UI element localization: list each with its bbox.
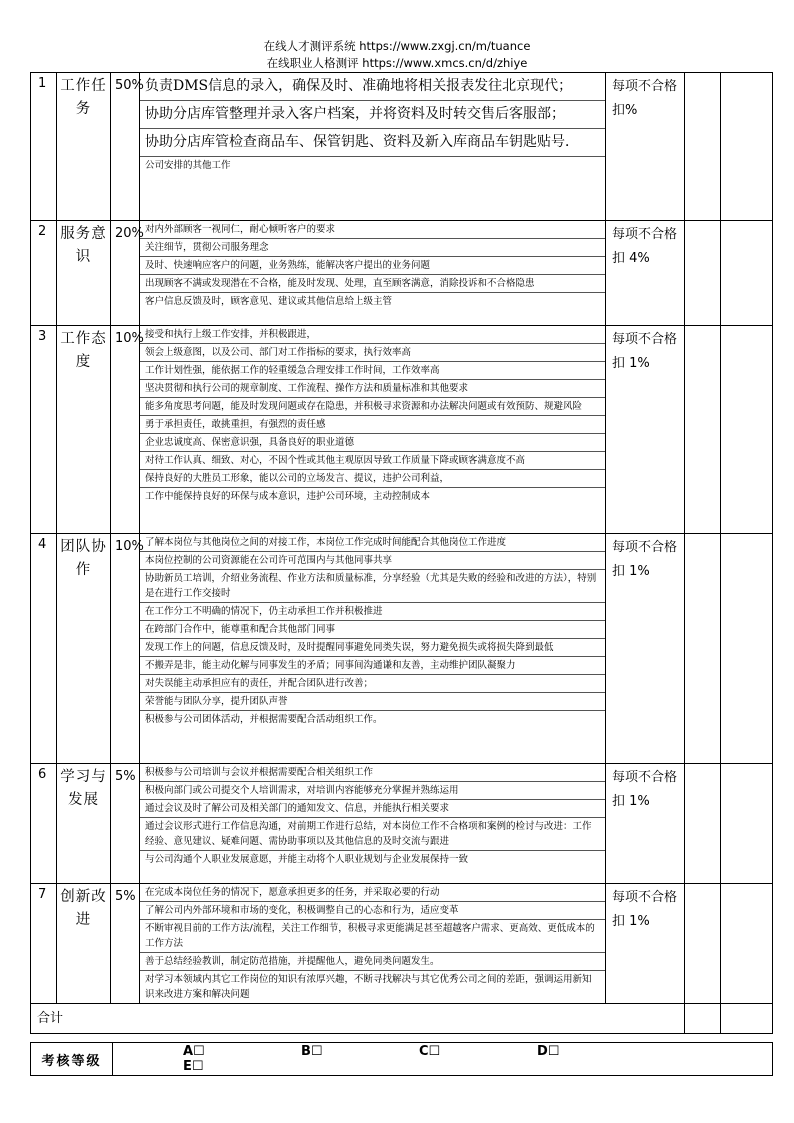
grade-option-checkbox[interactable]: B☐ bbox=[301, 1044, 323, 1059]
criteria-items bbox=[140, 221, 606, 326]
criteria-item: 发现工作上的问题，信息反馈及时，及时提醒同事避免同类失误，努力避免损失或将损失降到最低 bbox=[140, 639, 605, 657]
criteria-weight: 20% bbox=[111, 221, 140, 326]
criteria-item: 在跨部门合作中，能尊重和配合其他部门同事 bbox=[140, 621, 605, 639]
criteria-item: 能多角度思考问题，能及时发现问题或存在隐患，并积极寻求资源和办法解决问题或有效预防、规避风险 bbox=[140, 398, 605, 416]
criteria-item: 对学习本领域内其它工作岗位的知识有浓厚兴趣，不断寻找解决与其它优秀公司之间的差距，强调运用新知识来改进方案和解决问题 bbox=[145, 974, 592, 1000]
criteria-row bbox=[31, 73, 773, 221]
total-label: 合计 bbox=[31, 1004, 685, 1034]
criteria-item: 不搬弄是非，能主动化解与同事发生的矛盾；同事间沟通谦和友善，主动维护团队凝聚力 bbox=[140, 657, 605, 675]
criteria-row bbox=[31, 764, 773, 884]
criteria-items bbox=[140, 884, 606, 1004]
remark-cell[interactable] bbox=[721, 326, 773, 534]
criteria-items bbox=[140, 73, 606, 221]
total-remark-cell[interactable] bbox=[721, 1004, 773, 1034]
deduction-rule: 每项不合格扣 1% bbox=[606, 884, 685, 1004]
criteria-item: 积极参与公司培训与会议并根据需要配合相关组织工作 bbox=[140, 764, 605, 782]
row-number: 7 bbox=[31, 884, 57, 1004]
criteria-name: 服务意识 bbox=[57, 221, 111, 326]
criteria-row bbox=[31, 326, 773, 534]
criteria-item: 对失误能主动承担应有的责任，并配合团队进行改善； bbox=[140, 675, 605, 693]
row-number: 3 bbox=[31, 326, 57, 534]
criteria-weight: 5% bbox=[111, 764, 140, 884]
criteria-item: 工作中能保持良好的环保与成本意识，违护公司环境，主动控制成本 bbox=[145, 491, 431, 502]
criteria-items bbox=[140, 534, 606, 764]
deduction-rule: 每项不合格扣 1% bbox=[606, 534, 685, 764]
header-line-2: 在线职业人格测评 https://www.xmcs.cn/d/zhiye bbox=[266, 56, 528, 70]
remark-cell[interactable] bbox=[721, 221, 773, 326]
criteria-row bbox=[31, 884, 773, 1004]
criteria-row bbox=[31, 534, 773, 764]
criteria-item: 企业忠诚度高、保密意识强，具备良好的职业道德 bbox=[140, 434, 605, 452]
criteria-items bbox=[140, 326, 606, 534]
criteria-item: 领会上级意图，以及公司、部门对工作指标的要求，执行效率高 bbox=[140, 344, 605, 362]
criteria-item: 客户信息反馈及时，顾客意见、建议或其他信息给上级主管 bbox=[145, 296, 393, 307]
criteria-item: 及时、快速响应客户的问题，业务熟练，能解决客户提出的业务问题 bbox=[140, 257, 605, 275]
criteria-item: 协助分店库管检查商品车、保管钥匙、资料及新入库商品车钥匙贴号． bbox=[140, 129, 605, 157]
total-score-cell[interactable] bbox=[685, 1004, 721, 1034]
criteria-item: 坚决贯彻和执行公司的规章制度、工作流程、操作方法和质量标准和其他要求 bbox=[140, 380, 605, 398]
deduction-rule: 每项不合格扣 4% bbox=[606, 221, 685, 326]
grade-label: 考核等级 bbox=[31, 1043, 113, 1076]
criteria-item: 关注细节，贯彻公司服务理念 bbox=[140, 239, 605, 257]
criteria-item: 了解公司内外部环境和市场的变化，积极调整自己的心态和行为，适应变革 bbox=[140, 902, 605, 920]
criteria-item: 在完成本岗位任务的情况下，愿意承担更多的任务，并采取必要的行动 bbox=[140, 884, 605, 902]
criteria-item: 出现顾客不满或发现潜在不合格，能及时发现、处理，直至顾客满意，消除投诉和不合格隐患 bbox=[140, 275, 605, 293]
criteria-weight: 5% bbox=[111, 884, 140, 1004]
criteria-item: 荣誉能与团队分享，提升团队声誉 bbox=[140, 693, 605, 711]
score-cell bbox=[685, 534, 721, 764]
criteria-item: 不断审视目前的工作方法/流程，关注工作细节，积极寻求更能满足甚至超越客户需求、更高效、更低成本的工作方法 bbox=[140, 920, 605, 953]
grade-option-checkbox[interactable]: C☐ bbox=[419, 1044, 441, 1059]
grade-option-checkbox[interactable]: E☐ bbox=[183, 1059, 204, 1074]
criteria-item: 善于总结经验教训，制定防范措施，并提醒他人，避免同类问题发生。 bbox=[140, 953, 605, 971]
remark-cell[interactable] bbox=[721, 534, 773, 764]
total-row bbox=[31, 1004, 773, 1034]
score-cell bbox=[685, 884, 721, 1004]
criteria-item: 通过会议形式进行工作信息沟通，对前期工作进行总结，对本岗位工作不合格项和案例的检讨与改进：工作经验、意见建议、疑难问题、需协助事项以及其他信息的及时交流与跟进 bbox=[140, 818, 605, 851]
row-number: 1 bbox=[31, 73, 57, 221]
score-cell bbox=[685, 764, 721, 884]
criteria-items bbox=[140, 764, 606, 884]
criteria-weight: 10% bbox=[111, 326, 140, 534]
criteria-item: 本岗位控制的公司资源能在公司许可范围内与其他同事共享 bbox=[140, 552, 605, 570]
criteria-item: 保持良好的大胜员工形象，能以公司的立场发言、提议，违护公司利益， bbox=[140, 470, 605, 488]
criteria-item: 协助分店库管整理并录入客户档案，并将资料及时转交售后客服部； bbox=[140, 101, 605, 129]
criteria-weight: 50% bbox=[111, 73, 140, 221]
criteria-item: 负责DMS信息的录入，确保及时、准确地将相关报表发往北京现代； bbox=[140, 73, 605, 101]
grade-table bbox=[30, 1042, 773, 1076]
deduction-rule: 每项不合格扣% bbox=[606, 73, 685, 221]
criteria-item: 公司安排的其他工作 bbox=[145, 160, 231, 171]
criteria-item: 了解本岗位与其他岗位之间的对接工作，本岗位工作完成时间能配合其他岗位工作进度 bbox=[140, 534, 605, 552]
criteria-item: 通过会议及时了解公司及相关部门的通知发文、信息，并能执行相关要求 bbox=[140, 800, 605, 818]
criteria-item: 勇于承担责任，敢挑重担，有强烈的责任感 bbox=[140, 416, 605, 434]
criteria-item: 对内外部顾客一视同仁，耐心倾听客户的要求 bbox=[140, 221, 605, 239]
remark-cell[interactable] bbox=[721, 764, 773, 884]
criteria-item: 积极向部门或公司提交个人培训需求，对培训内容能够充分掌握并熟练运用 bbox=[140, 782, 605, 800]
remark-cell[interactable] bbox=[721, 73, 773, 221]
header-line-1: 在线人才测评系统 https://www.zxgj.cn/m/tuance bbox=[263, 39, 531, 53]
score-cell bbox=[685, 326, 721, 534]
score-cell bbox=[685, 221, 721, 326]
criteria-item: 协助新员工培训，介绍业务流程、作业方法和质量标准，分享经验（尤其是失败的经验和改进的方法），特别是在进行工作交接时 bbox=[140, 570, 605, 603]
remark-cell[interactable] bbox=[721, 884, 773, 1004]
criteria-item: 工作计划性强，能依据工作的轻重缓急合理安排工作时间，工作效率高 bbox=[140, 362, 605, 380]
deduction-rule: 每项不合格扣 1% bbox=[606, 764, 685, 884]
row-number: 4 bbox=[31, 534, 57, 764]
evaluation-table bbox=[30, 72, 773, 1034]
criteria-weight: 10% bbox=[111, 534, 140, 764]
criteria-name: 学习与发展 bbox=[57, 764, 111, 884]
grade-options bbox=[113, 1043, 773, 1076]
row-number: 6 bbox=[31, 764, 57, 884]
grade-option-checkbox[interactable]: A☐ bbox=[183, 1044, 205, 1059]
criteria-item: 与公司沟通个人职业发展意愿，并能主动将个人职业规划与企业发展保持一致 bbox=[145, 854, 469, 865]
criteria-name: 工作任务 bbox=[57, 73, 111, 221]
deduction-rule: 每项不合格扣 1% bbox=[606, 326, 685, 534]
criteria-item: 在工作分工不明确的情况下，仍主动承担工作并积极推进 bbox=[140, 603, 605, 621]
criteria-name: 团队协作 bbox=[57, 534, 111, 764]
criteria-name: 创新改进 bbox=[57, 884, 111, 1004]
criteria-name: 工作态度 bbox=[57, 326, 111, 534]
criteria-row bbox=[31, 221, 773, 326]
criteria-item: 接受和执行上级工作安排，并积极跟进， bbox=[140, 326, 605, 344]
score-cell bbox=[685, 73, 721, 221]
criteria-item: 积极参与公司团体活动，并根据需要配合活动组织工作。 bbox=[145, 714, 383, 725]
grade-option-checkbox[interactable]: D☐ bbox=[537, 1044, 560, 1059]
row-number: 2 bbox=[31, 221, 57, 326]
criteria-item: 对待工作认真、细致、对心，不因个性或其他主观原因导致工作质量下降或顾客满意度不高 bbox=[140, 452, 605, 470]
